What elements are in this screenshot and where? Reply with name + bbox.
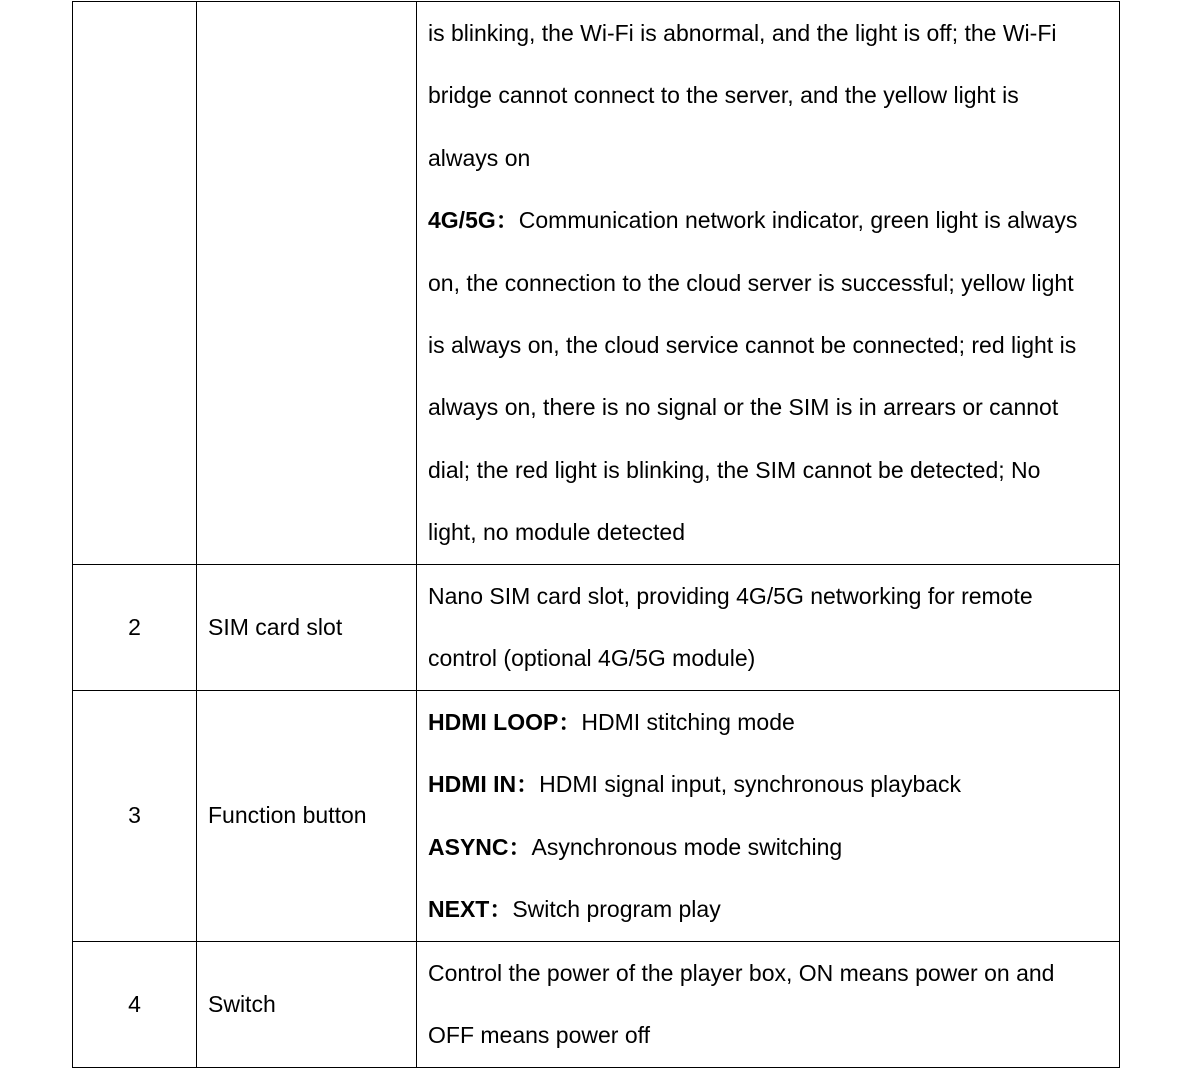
item-description (417, 2, 1120, 565)
description-text: always on (428, 144, 531, 171)
item-name: Function button (197, 690, 417, 941)
description-line (428, 2, 1108, 64)
description-text: is blinking, the Wi-Fi is abnormal, and the light is off; the Wi-Fi (428, 20, 1057, 46)
item-number: 3 (73, 690, 197, 941)
item-name: Switch (197, 941, 417, 1067)
description-text: on, the connection to the cloud server is successful; yellow light (428, 269, 1074, 296)
description-line (428, 691, 1108, 754)
description-text: control (optional 4G/5G module) (428, 645, 756, 672)
description-text: Nano SIM card slot, providing 4G/5G networking for remote (428, 582, 1033, 609)
term-separator: ： (516, 771, 540, 798)
term-separator: ： (508, 833, 532, 860)
description-line (428, 127, 1108, 189)
table-row (73, 2, 1120, 565)
description-line (428, 64, 1108, 126)
description-line (428, 376, 1108, 438)
description-text: light, no module detected (428, 519, 686, 546)
item-number: 4 (73, 941, 197, 1067)
description-text: HDMI signal input, synchronous playback (539, 771, 962, 798)
item-number: 2 (73, 564, 197, 690)
description-text: always on, there is no signal or the SIM is in arrears or cannot (428, 394, 1059, 421)
description-text: dial; the red light is blinking, the SIM cannot be detected; No (428, 456, 1041, 483)
description-text: Communication network indicator, green light is always (518, 207, 1078, 234)
table-row (73, 564, 1120, 690)
description-line (428, 753, 1108, 816)
description-text: is always on, the cloud service cannot be connected; red light is (428, 331, 1077, 358)
term-separator: ： (489, 896, 513, 923)
item-description (417, 690, 1120, 941)
description-line (428, 627, 1108, 690)
spec-table (72, 1, 1120, 1068)
description-line (428, 878, 1108, 941)
item-name (197, 2, 417, 565)
description-text: HDMI stitching mode (581, 708, 795, 735)
description-line (428, 314, 1108, 376)
term-separator: ： (495, 207, 519, 234)
description-line (428, 252, 1108, 314)
description-text: Switch program play (512, 896, 721, 923)
description-term: NEXT (428, 896, 490, 923)
description-line (428, 1004, 1108, 1067)
item-description (417, 941, 1120, 1067)
description-line (428, 501, 1108, 563)
description-text: OFF means power off (428, 1022, 650, 1049)
item-description (417, 564, 1120, 690)
description-text: Control the power of the player box, ON means power on and (428, 959, 1055, 986)
description-line (428, 942, 1108, 1005)
description-text: bridge cannot connect to the server, and the yellow light is (428, 82, 1019, 109)
table-row (73, 690, 1120, 941)
term-separator: ： (558, 708, 582, 735)
description-term: ASYNC (428, 833, 509, 860)
description-text: Asynchronous mode switching (531, 833, 843, 860)
description-line (428, 439, 1108, 501)
description-term: 4G/5G (428, 207, 496, 234)
description-line (428, 565, 1108, 628)
description-line (428, 816, 1108, 879)
spec-table-body (73, 2, 1120, 1068)
description-line (428, 189, 1108, 251)
item-number (73, 2, 197, 565)
description-term: HDMI LOOP (428, 708, 559, 735)
description-term: HDMI IN (428, 771, 517, 798)
item-name: SIM card slot (197, 564, 417, 690)
table-row (73, 941, 1120, 1067)
